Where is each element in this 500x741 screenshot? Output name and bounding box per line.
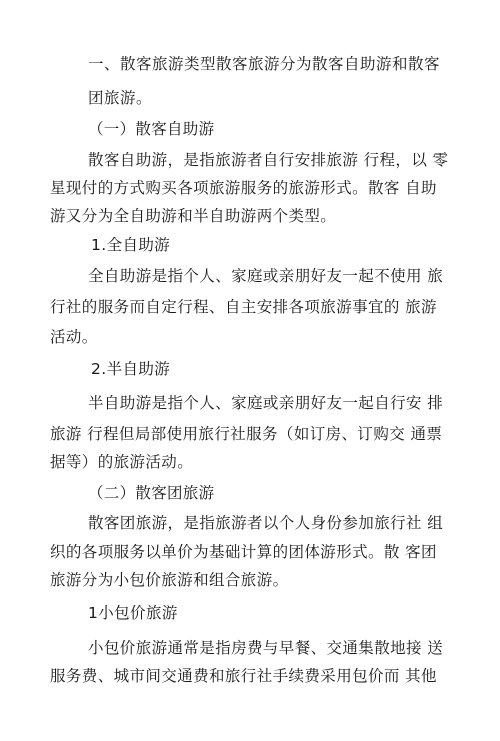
paragraph-line: 小包价旅游通常是指房费与早餐、交通集散地接 送 [88, 639, 444, 657]
paragraph-line: 旅游分为小包价旅游和组合旅游。 [50, 571, 289, 589]
paragraph-line: 行社的服务而自定行程、自主安排各项旅游事宜的 旅游 [50, 298, 437, 316]
paragraph-line: 游又分为全自助游和半自助游两个类型。 [50, 207, 337, 225]
subsection-heading-2: （二）散客团旅游 [88, 484, 215, 502]
section-title-line-1: 一、散客旅游类型散客旅游分为散客自助游和散客 [88, 55, 441, 73]
paragraph-line: 活动。 [50, 328, 98, 346]
paragraph-line: 半自助游是指个人、家庭或亲朋好友一起自行安 排 [88, 394, 444, 412]
item-heading-1: 1.全自助游 [91, 236, 171, 254]
paragraph-line: 旅游 行程但局部使用旅行社服务（如订房、订购交 通票 [50, 425, 443, 443]
section-title-line-2: 团旅游。 [88, 89, 153, 107]
paragraph-line: 服务费、城市间交通费和旅行社手续费采用包价而 其他 [50, 667, 437, 685]
paragraph-line: 织的各项服务以单价为基础计算的团体游形式。散 客团 [50, 543, 437, 561]
paragraph-line: 全自助游是指个人、家庭或亲朋好友一起不使用 旅 [88, 267, 444, 285]
paragraph-line: 散客自助游，是指旅游者自行安排旅游 行程，以 零 [88, 151, 449, 169]
paragraph-line: 星现付的方式购买各项旅游服务的旅游形式。散客 自助 [50, 179, 437, 197]
paragraph-line: 据等）的旅游活动。 [50, 453, 194, 471]
item-heading-3: 1小包价旅游 [88, 604, 178, 622]
paragraph-line: 散客团旅游，是指旅游者以个人身份参加旅行社 组 [88, 514, 444, 532]
subsection-heading-1: （一）散客自助游 [88, 120, 215, 138]
item-heading-2: 2.半自助游 [91, 360, 171, 378]
